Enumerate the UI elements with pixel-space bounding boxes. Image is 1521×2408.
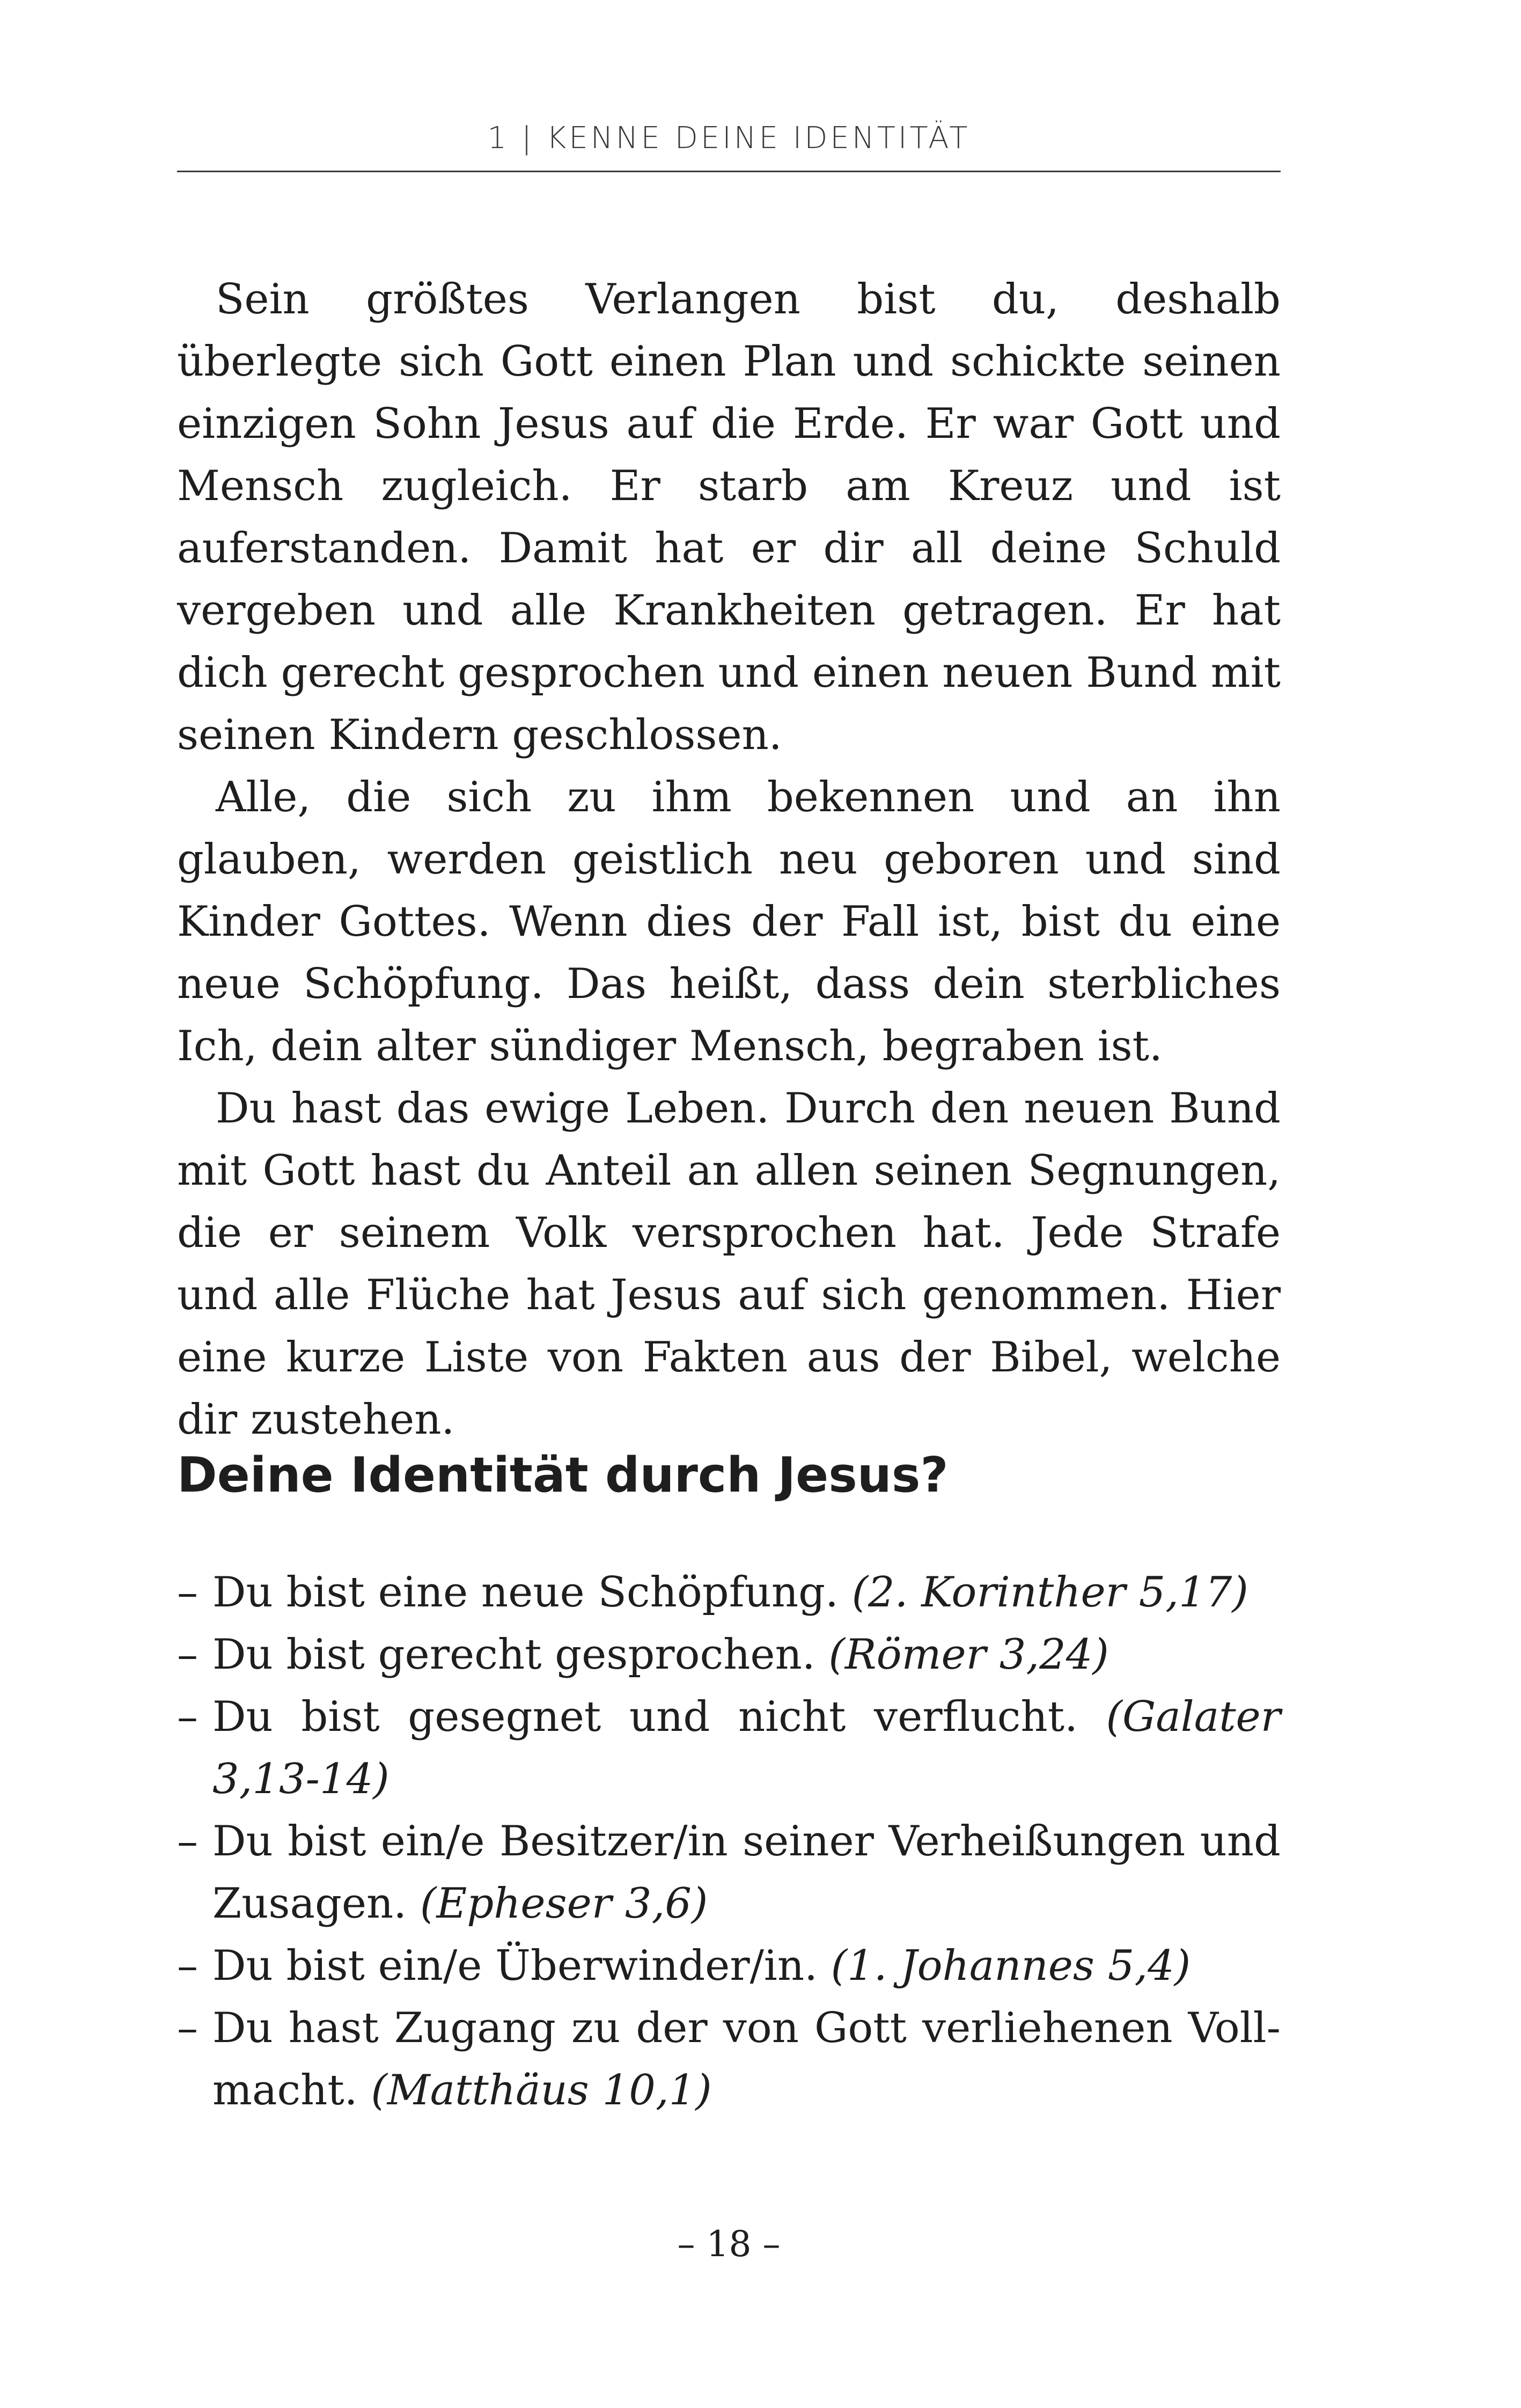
list-item [177, 1624, 1281, 1686]
paragraph-2: Alle, die sich zu ihm bekennen und an ihn glauben, werden geistlich neu geboren und sind Kinder Gottes. Wenn dies der Fall ist, bist du eine neue Schöpfung. Das heißt, dass dein sterbliches Ich, dein alter sündiger Mensch, begraben ist. [177, 773, 1281, 1070]
list-item-text: Du bist ein/e Besitzer/in seiner Verheißungen und Zusagen. [212, 1817, 1281, 1928]
bible-reference: (Matthäus 10,1) [371, 2066, 712, 2115]
bible-reference: (2. Korinther 5,17) [851, 1568, 1248, 1617]
bible-reference: (Galater 3,13-14) [212, 1693, 1281, 1803]
list-dash: – [177, 2004, 198, 2052]
list-item [177, 1686, 1281, 1810]
list-dash: – [177, 1817, 198, 1866]
list-item-text: Du hast Zugang zu der von Gott verliehenen Vollmacht. [212, 2004, 1281, 2115]
list-item-text: Du bist gesegnet und nicht verflucht. [212, 1693, 1106, 1741]
section-heading: Deine Identität durch Jesus? [177, 1447, 949, 1503]
list-dash: – [177, 1631, 198, 1679]
identity-list [177, 1561, 1281, 2121]
list-item [177, 1561, 1281, 1624]
list-item-text: Du bist gerecht gesprochen. [212, 1631, 829, 1679]
body-text [177, 268, 1281, 1451]
list-item-text: Du bist ein/e Überwinder/in. [212, 1942, 831, 1990]
paragraph-3: Du hast das ewige Leben. Durch den neuen Bund mit Gott hast du Anteil an allen seinen Segnungen, die er seinem Volk versprochen hat. Jede Strafe und alle Flüche hat Jesus auf sich genommen. Hier eine kurze Liste von Fakten aus der Bibel, welche dir zustehen. [177, 1084, 1281, 1444]
list-item-text: Du bist eine neue Schöpfung. [212, 1568, 852, 1617]
list-dash: – [177, 1568, 198, 1617]
running-head: 1 | KENNE DEINE IDENTITÄT [487, 121, 971, 156]
list-dash: – [177, 1693, 198, 1741]
bible-reference: (1. Johannes 5,4) [831, 1942, 1191, 1990]
paragraph-1: Sein größtes Verlangen bist du, deshalb überlegte sich Gott einen Plan und schickte seinen einzigen Sohn Jesus auf die Erde. Er war Gott und Mensch zugleich. Er starb am Kreuz und ist auferstanden. Damit hat er dir all deine Schuld vergeben und alle Krankheiten getragen. Er hat dich gerecht gesprochen und einen neuen Bund mit seinen Kindern geschlossen. [177, 275, 1281, 759]
page-number: – 18 – [677, 2223, 781, 2265]
list-item [177, 1997, 1281, 2121]
bible-reference: (Epheser 3,6) [420, 1880, 708, 1928]
list-item [177, 1810, 1281, 1935]
header-rule [177, 171, 1281, 172]
bible-reference: (Römer 3,24) [828, 1631, 1109, 1679]
list-dash: – [177, 1942, 198, 1990]
list-item [177, 1935, 1281, 1997]
